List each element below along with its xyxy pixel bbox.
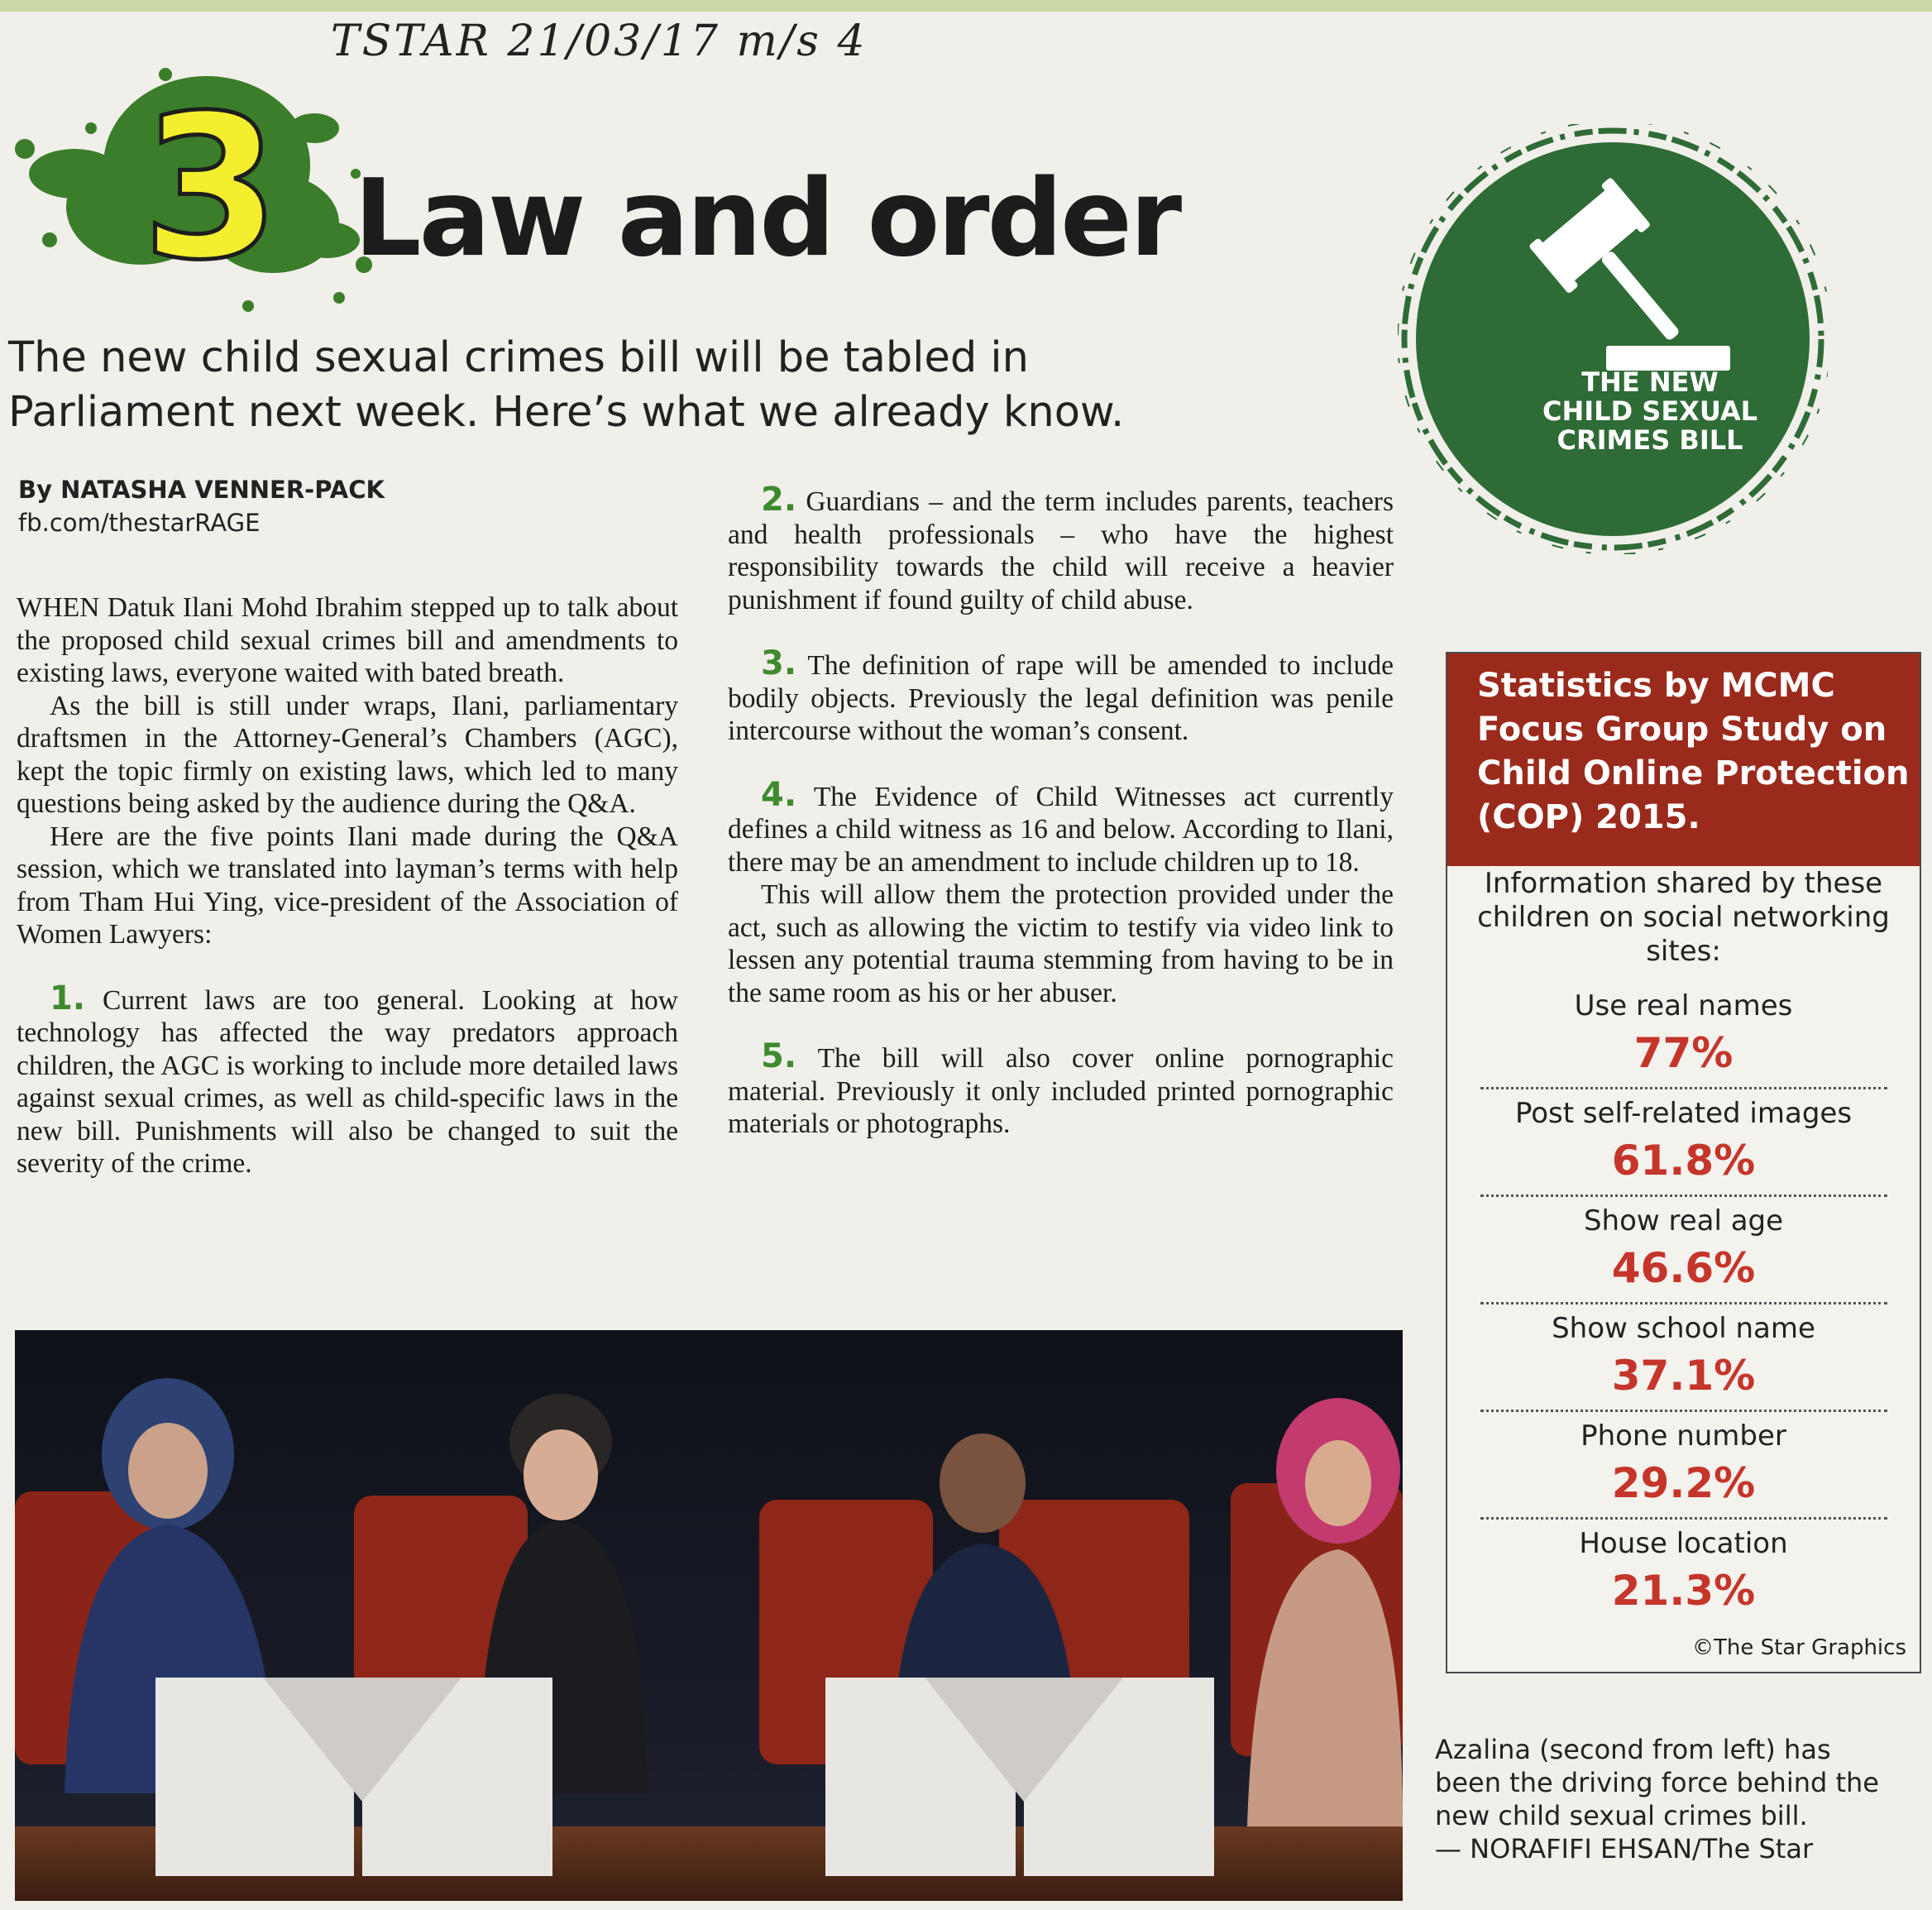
point-2 xyxy=(728,481,1394,616)
stat-label: House location xyxy=(1579,1527,1788,1560)
stat-value: 77% xyxy=(1633,1029,1734,1077)
stat-label: Post self-related images xyxy=(1514,1097,1853,1130)
point-text: The definition of rape will be amended to include bodily objects. Previously the legal definition was penile intercourse without the woman’s consent. xyxy=(728,650,1394,746)
top-color-band xyxy=(0,0,1932,12)
article-column-1 xyxy=(17,591,678,1180)
point-number: 5. xyxy=(761,1037,797,1075)
section-number: 3 xyxy=(141,72,280,304)
stat-value: 29.2% xyxy=(1611,1459,1756,1507)
stat-value: 46.6% xyxy=(1611,1244,1756,1292)
byline: By NATASHA VENNER-PACK xyxy=(18,476,385,504)
photo-caption xyxy=(1435,1733,1898,1865)
point-4-continued: This will allow them the protection provided under the act, such as allowing the victim to testify via video link to lessen any potential trauma stemming from having to be in the same room as his or her abuser. xyxy=(728,879,1394,1008)
point-number: 3. xyxy=(761,644,797,682)
point-3 xyxy=(728,644,1394,748)
subheadline: The new child sexual crimes bill will be tabled in Parliament next week. Here’s what we already know. xyxy=(8,333,1125,437)
stat-label: Show school name xyxy=(1552,1312,1815,1345)
stats-intro: Information shared by these children on social networking sites: xyxy=(1477,867,1890,968)
stat-divider xyxy=(1480,1087,1887,1089)
stat-divider xyxy=(1480,1410,1887,1412)
stats-header: Statistics by MCMC Focus Group Study on Child Online Protection (COP) 2015. xyxy=(1447,653,1920,866)
caption-text: Azalina (second from left) has been the driving force behind the new child sexual crimes bill. xyxy=(1435,1734,1879,1831)
point-text: Current laws are too general. Looking at how technology has affected the way predators approach children, the AGC is working to include more detailed laws against sexual crimes, as well as child-specific laws in the new bill. Punishments will also be changed to suit the severity of the crime. xyxy=(17,984,678,1179)
stat-divider xyxy=(1480,1302,1887,1304)
handwritten-note: TSTAR 21/03/17 m/s 4 xyxy=(331,17,868,66)
article-paragraph: WHEN Datuk Ilani Mohd Ibrahim stepped up to talk about the proposed child sexual crimes bill and amendments to existing laws, everyone waited with bated breath. xyxy=(17,592,678,688)
byline-source: fb.com/thestarRAGE xyxy=(18,509,261,537)
stat-value: 21.3% xyxy=(1611,1567,1756,1615)
stat-label: Phone number xyxy=(1581,1419,1786,1453)
stat-value: 37.1% xyxy=(1611,1352,1756,1400)
section-number-badge xyxy=(0,50,389,323)
stat-label: Show real age xyxy=(1583,1204,1784,1237)
point-4 xyxy=(728,775,1394,879)
stat-divider xyxy=(1480,1194,1887,1197)
point-number: 1. xyxy=(50,979,86,1017)
point-text: The Evidence of Child Witnesses act currently defines a child witness as 16 and below. According to Ilani, there may be an amendment to include children up to 18. xyxy=(728,781,1394,878)
graphics-credit: ©The Star Graphics xyxy=(1691,1635,1906,1660)
panel-photo xyxy=(15,1330,1403,1901)
stat-value: 61.8% xyxy=(1611,1137,1756,1185)
caption-credit: — NORAFIFI EHSAN/The Star xyxy=(1435,1833,1814,1865)
article-paragraph: As the bill is still under wraps, Ilani, parliamentary draftsmen in the Attorney-General’s Chambers (AGC), kept the topic firmly on existing laws, which led to many questions being asked by the audience during the Q&A. xyxy=(17,690,678,819)
stat-divider xyxy=(1480,1517,1887,1520)
article-column-2 xyxy=(728,481,1394,1141)
point-1 xyxy=(17,979,678,1180)
stat-label: Use real names xyxy=(1574,989,1793,1022)
point-text: The bill will also cover online pornographic material. Previously it only included printed pornographic materials or photographs. xyxy=(728,1043,1394,1139)
point-number: 4. xyxy=(761,775,797,814)
seal-label: THE NEW CHILD SEXUAL CRIMES BILL xyxy=(1542,366,1757,456)
point-number: 2. xyxy=(761,481,797,519)
article-paragraph: Here are the five points Ilani made during the Q&A session, which we translated into layman’s terms with help from Tham Hui Ying, vice-president of the Association of Women Lawyers: xyxy=(17,821,678,950)
point-5 xyxy=(728,1037,1394,1141)
point-text: Guardians – and the term includes parents, teachers and health professionals – who have the highest responsibility towards the child will receive a heavier punishment if found guilty of child abuse. xyxy=(728,486,1394,615)
headline: Law and order xyxy=(354,157,1180,280)
panel-photo-illustration xyxy=(15,1330,1403,1901)
bill-seal xyxy=(1398,124,1828,554)
